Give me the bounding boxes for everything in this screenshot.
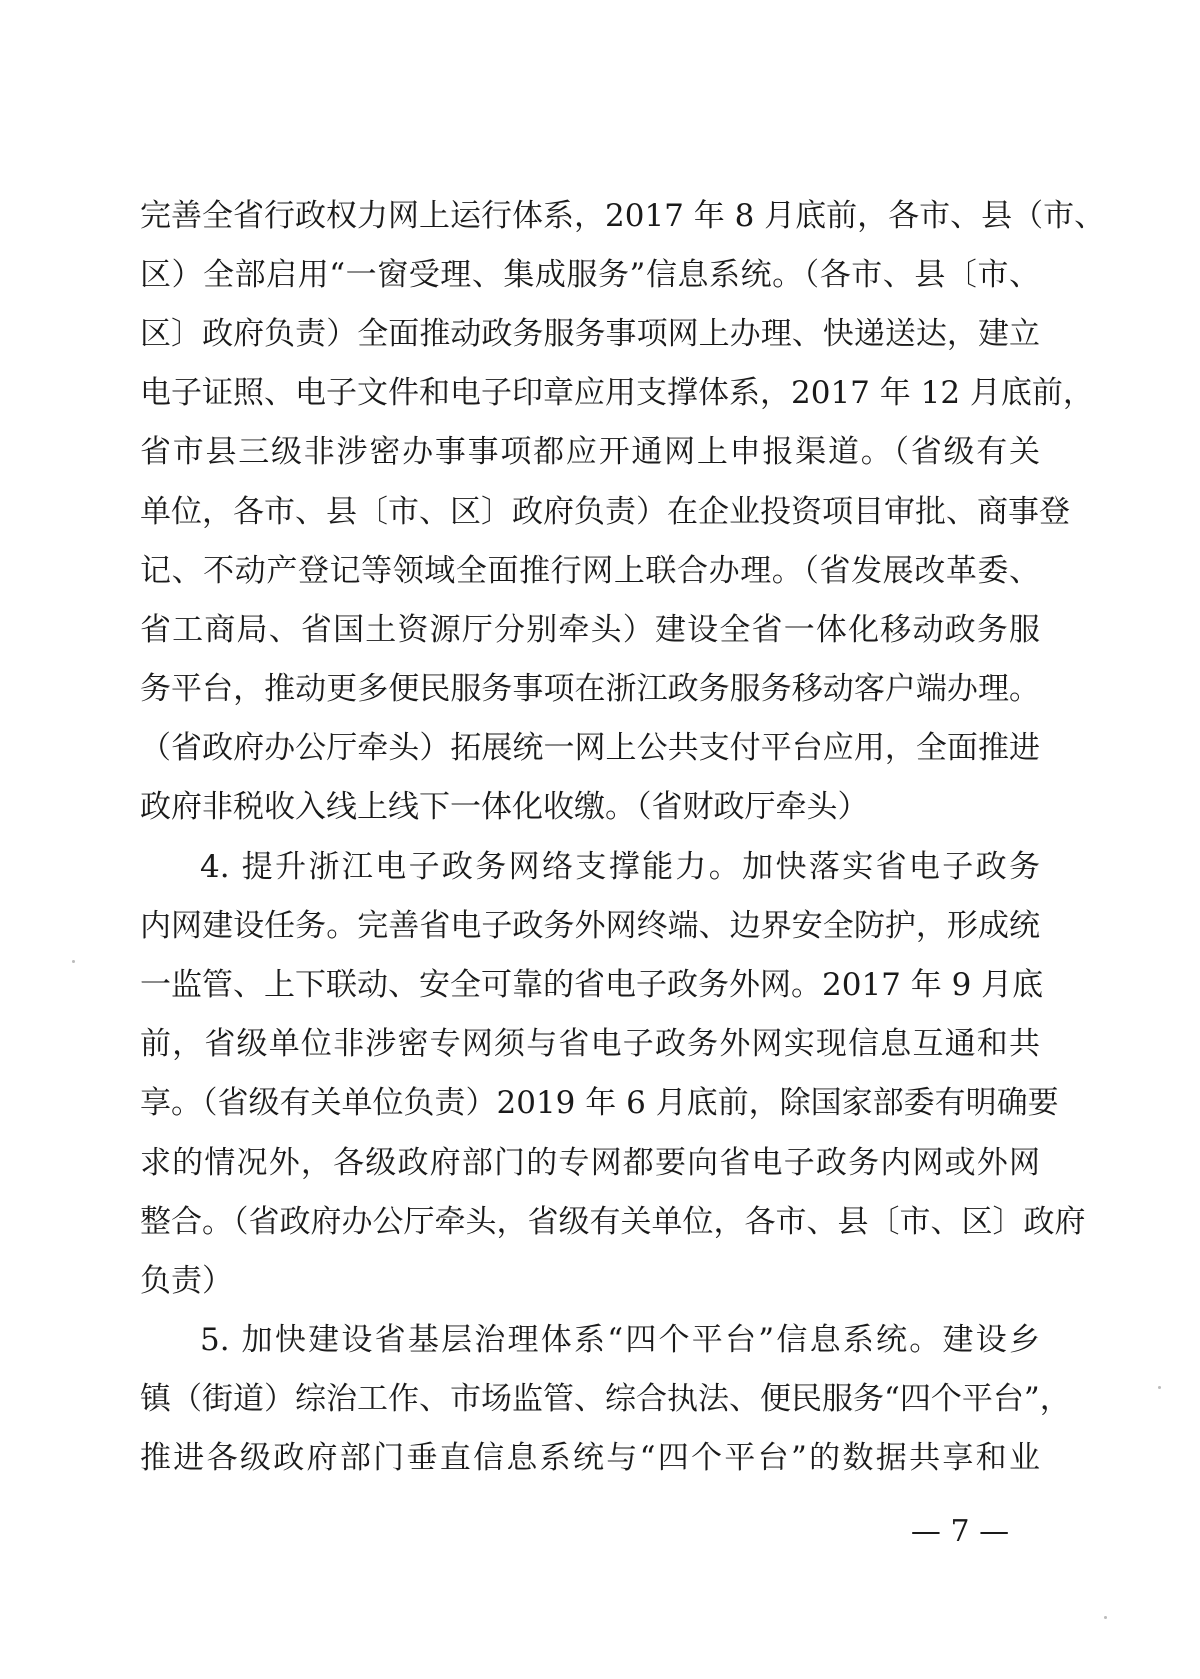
text-line: 电子证照、电子文件和电子印章应用支撑体系，2017 年 12 月底前， [140,375,1094,411]
scan-speck [1158,1386,1161,1389]
text-line: 完善全省行政权力网上运行体系，2017 年 8 月底前，各市、县（市、 [140,198,1106,234]
text-line: 单位，各市、县〔市、区〕政府负责）在企业投资项目审批、商事登 [140,494,1070,530]
section-heading-5: 5. 加快建设省基层治理体系“四个平台”信息系统。建设乡 [200,1322,1040,1358]
text-line: 镇（街道）综治工作、市场监管、综合执法、便民服务“四个平台”， [140,1381,1071,1417]
text-line: 一监管、上下联动、安全可靠的省电子政务外网。2017 年 9 月底 [140,967,1044,1003]
section-heading-4: 4. 提升浙江电子政务网络支撑能力。加快落实省电子政务 [200,849,1040,885]
text-line: 前，省级单位非涉密专网须与省电子政务外网实现信息互通和共 [140,1026,1040,1062]
text-line: 区〕政府负责）全面推动政务服务事项网上办理、快递送达，建立 [140,316,1040,352]
text-line: 整合。（省政府办公厅牵头，省级有关单位，各市、县〔市、区〕政府 [140,1204,1086,1240]
scan-speck [1104,1616,1107,1619]
text-line: 负责） [140,1263,233,1299]
scan-speck [72,960,75,963]
page-number: — 7 — [910,1514,1010,1549]
text-line: 政府非税收入线上线下一体化收缴。（省财政厅牵头） [140,789,869,825]
text-line: 推进各级政府部门垂直信息系统与“四个平台”的数据共享和业 [140,1440,1040,1476]
text-line: 区）全部启用“一窗受理、集成服务”信息系统。（各市、县〔市、 [140,257,1040,293]
text-line: 省市县三级非涉密办事事项都应开通网上申报渠道。（省级有关 [140,434,1040,470]
text-line: 享。（省级有关单位负责）2019 年 6 月底前，除国家部委有明确要 [140,1085,1059,1121]
text-line: 务平台，推动更多便民服务事项在浙江政务服务移动客户端办理。 [140,671,1040,707]
text-line: 记、不动产登记等领域全面推行网上联合办理。（省发展改革委、 [140,553,1040,589]
text-line: 省工商局、省国土资源厅分别牵头）建设全省一体化移动政务服 [140,612,1040,648]
text-line: 内网建设任务。完善省电子政务外网终端、边界安全防护，形成统 [140,908,1040,944]
text-line: （省政府办公厅牵头）拓展统一网上公共支付平台应用，全面推进 [140,730,1040,766]
text-line: 求的情况外，各级政府部门的专网都要向省电子政务内网或外网 [140,1145,1040,1181]
